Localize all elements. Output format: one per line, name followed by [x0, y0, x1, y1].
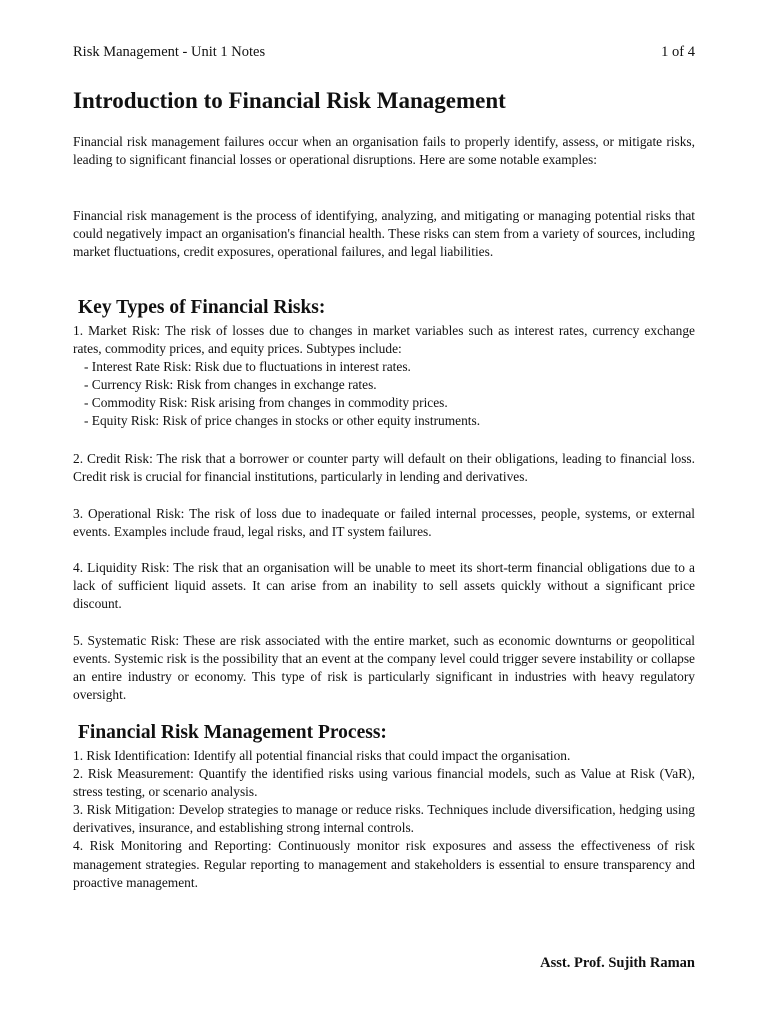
subtype-item: - Equity Risk: Risk of price changes in stocks or other equity instruments. [84, 413, 481, 429]
subtype-item: - Currency Risk: Risk from changes in exchange rates. [84, 377, 377, 393]
process-step: 4. Risk Monitoring and Reporting: Continuously monitor risk exposures and assess the effectiveness of risk management strategies. Regular reporting to management and stakeholders is essential to ensure transparency and proactive management. [73, 838, 695, 890]
key-types-heading: Key Types of Financial Risks: [78, 297, 326, 318]
subtype-item: - Commodity Risk: Risk arising from changes in commodity prices. [84, 395, 448, 411]
subtype-item: - Interest Rate Risk: Risk due to fluctuations in interest rates. [84, 359, 411, 375]
page-number: 1 of 4 [661, 44, 695, 60]
intro-paragraph-1: Financial risk management failures occur when an organisation fails to properly identify, assess, or mitigate risks, leading to significant financial losses or operational disruptions. Here are some notable examples: [73, 134, 695, 168]
market-risk-text: 1. Market Risk: The risk of losses due to changes in market variables such as interest rates, currency exchange rates, commodity prices, and equity prices. Subtypes include: [73, 323, 695, 357]
process-heading: Financial Risk Management Process: [78, 722, 387, 743]
operational-risk-paragraph: 3. Operational Risk: The risk of loss due to inadequate or failed internal processes, people, systems, or external events. Examples include fraud, legal risks, and IT system failures. [73, 506, 695, 540]
liquidity-risk-paragraph: 4. Liquidity Risk: The risk that an organisation will be unable to meet its short-term financial obligations due to a lack of sufficient liquid assets. It can arise from an inability to sell assets quickly without a significant price discount. [73, 560, 695, 612]
header-title: Risk Management - Unit 1 Notes [73, 44, 266, 60]
market-risk-block [73, 322, 695, 431]
credit-risk-paragraph: 2. Credit Risk: The risk that a borrower or counter party will default on their obligations, leading to financial loss. Credit risk is crucial for financial institutions, particularly in lending and derivatives. [73, 451, 695, 485]
author-signature: Asst. Prof. Sujith Raman [540, 955, 695, 971]
document-page [73, 0, 695, 1024]
intro-paragraph-2: Financial risk management is the process of identifying, analyzing, and mitigating or managing potential risks that could negatively impact an organisation's financial health. These risks can stem from a variety of sources, including market fluctuations, credit exposures, operational failures, and legal liabilities. [73, 208, 695, 260]
process-step: 1. Risk Identification: Identify all potential financial risks that could impact the organisation. [73, 748, 571, 763]
document-title: Introduction to Financial Risk Management [73, 88, 506, 113]
process-step: 3. Risk Mitigation: Develop strategies to manage or reduce risks. Techniques include diversification, hedging using derivatives, insurance, and establishing strong internal controls. [73, 802, 695, 836]
systematic-risk-paragraph: 5. Systematic Risk: These are risk associated with the entire market, such as economic downturns or geopolitical events. Systemic risk is the possibility that an event at the company level could trigger severe instability or collapse an entire industry or economy. This type of risk is particularly significant in industries with heavy regulatory oversight. [73, 633, 695, 703]
process-steps [73, 747, 695, 892]
process-step: 2. Risk Measurement: Quantify the identified risks using various financial models, such as Value at Risk (VaR), stress testing, or scenario analysis. [73, 766, 695, 800]
